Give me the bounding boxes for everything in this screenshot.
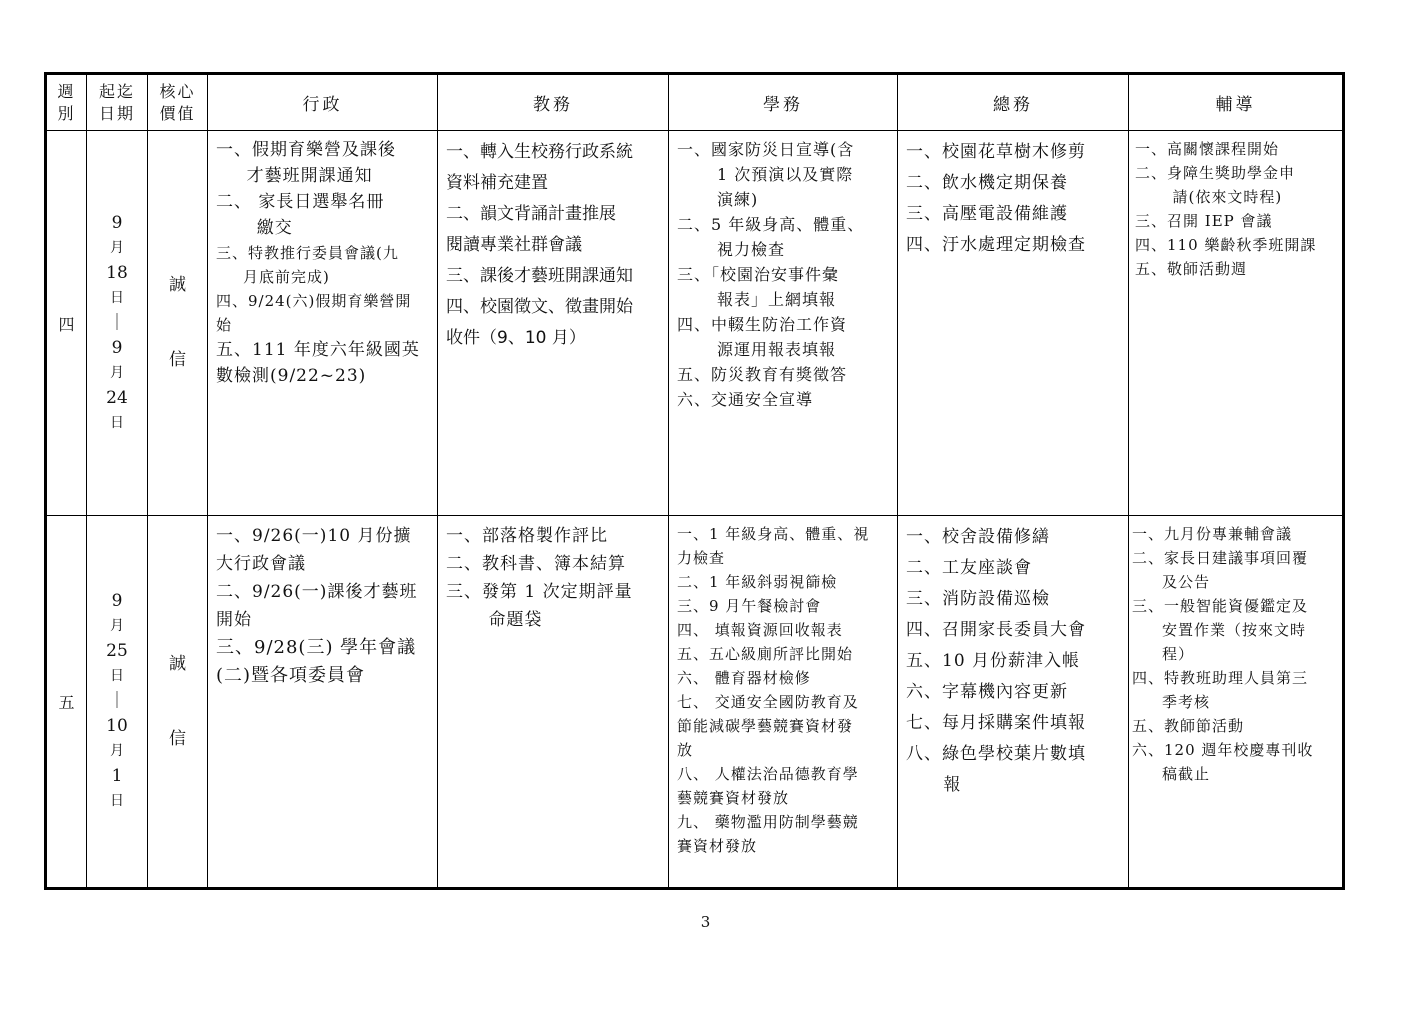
header-core-line1: 核心 — [159, 81, 196, 101]
core-value-char: 誠 — [169, 275, 186, 295]
student-item: 源運用報表填報 — [717, 340, 837, 359]
general-item: 一、校舍設備修繕 — [906, 527, 1050, 547]
date-part: 日 — [110, 668, 124, 684]
general-item: 二、工友座談會 — [906, 558, 1032, 578]
core-value-char: 信 — [169, 350, 186, 370]
header-week-line1: 週 — [57, 81, 76, 101]
general-item: 三、高壓電設備維護 — [906, 204, 1068, 224]
guidance-item: 安置作業（按來文時 — [1162, 621, 1307, 639]
guidance-item: 五、教師節活動 — [1132, 717, 1245, 735]
guidance-item: 四、特教班助理人員第三 — [1132, 669, 1309, 687]
student-item: 力檢查 — [677, 549, 726, 567]
student-item: 一、1 年級身高、體重、視 — [677, 525, 870, 543]
student-item: 視力檢查 — [717, 240, 786, 259]
academic-item: 一、轉入生校務行政系統 — [446, 142, 633, 162]
admin-item: (二)暨各項委員會 — [216, 665, 366, 686]
header-core-line2: 價值 — [159, 103, 196, 123]
core-value-cell — [148, 131, 207, 515]
admin-cell — [208, 131, 437, 515]
student-item: 四、中輟生防治工作資 — [677, 315, 848, 334]
guidance-item: 程） — [1162, 645, 1195, 663]
date-part: 24 — [106, 387, 128, 408]
admin-item: 三、特教推行委員會議(九 — [216, 244, 399, 262]
student-item: 四、 填報資源回收報表 — [677, 621, 843, 639]
guidance-cell — [1129, 131, 1342, 515]
general-item: 一、校園花草樹木修剪 — [906, 142, 1086, 162]
date-part: ｜ — [108, 691, 126, 711]
general-item: 四、汙水處理定期檢查 — [906, 235, 1086, 255]
academic-item: 收件（9、10 月） — [446, 328, 586, 348]
general-item: 三、消防設備巡檢 — [906, 589, 1050, 609]
academic-item: 三、課後才藝班開課通知 — [446, 266, 633, 286]
general-item: 五、10 月份薪津入帳 — [906, 651, 1081, 671]
general-affairs-cell — [898, 131, 1128, 515]
admin-cell — [208, 516, 437, 887]
student-item: 二、5 年級身高、體重、 — [677, 215, 865, 234]
guidance-item: 四、110 樂齡秋季班開課 — [1135, 236, 1317, 254]
student-item: 三、9 月午餐檢討會 — [677, 597, 822, 615]
student-affairs-cell — [669, 131, 897, 515]
week-cell: 四 — [58, 314, 75, 334]
admin-item: 二、 家長日選舉名冊 — [216, 192, 385, 212]
admin-item: 一、假期育樂營及課後 — [216, 140, 396, 160]
header-admin: 行政 — [302, 95, 343, 115]
date-range-cell — [87, 131, 147, 515]
academic-item: 命題袋 — [488, 610, 543, 630]
admin-item: 數檢測(9/22~23) — [216, 366, 367, 386]
header-core — [148, 75, 207, 130]
date-part: 25 — [106, 641, 128, 661]
header-student: 學務 — [763, 95, 803, 115]
admin-item: 二、9/26(一)課後才藝班 — [216, 582, 418, 602]
guidance-item: 五、敬師活動週 — [1135, 260, 1248, 278]
guidance-item: 季考核 — [1162, 693, 1211, 711]
student-item: 1 次預演以及實際 — [717, 165, 854, 184]
core-value-char: 信 — [169, 728, 186, 749]
student-item: 節能減碳學藝競賽資材發 — [677, 717, 854, 735]
student-item: 藝競賽資材發放 — [677, 789, 790, 807]
guidance-item: 請(依來文時程) — [1172, 188, 1283, 206]
admin-item: 始 — [216, 316, 233, 334]
general-item: 八、綠色學校葉片數填 — [906, 744, 1086, 764]
date-part: 9 — [111, 337, 123, 358]
student-item: 六、交通安全宣導 — [677, 390, 814, 409]
student-item: 演練) — [717, 190, 759, 209]
general-item: 四、召開家長委員大會 — [906, 620, 1086, 640]
guidance-item: 及公告 — [1162, 573, 1211, 591]
date-part: 日 — [110, 289, 124, 306]
academic-cell — [438, 516, 668, 887]
schedule-table — [44, 72, 1345, 890]
student-item: 一、國家防災日宣導(含 — [677, 140, 855, 159]
header-dates-line2: 日期 — [98, 103, 135, 123]
guidance-item: 一、高關懷課程開始 — [1135, 140, 1280, 158]
guidance-item: 二、身障生獎助學金申 — [1135, 164, 1296, 182]
admin-item: 三、9/28(三) 學年會議 — [216, 637, 417, 658]
header-week — [47, 75, 86, 130]
guidance-item: 稿截止 — [1162, 765, 1211, 783]
academic-item: 資料補充建置 — [446, 173, 548, 193]
date-part: 月 — [110, 364, 124, 381]
student-item: 賽資材發放 — [677, 837, 758, 855]
admin-item: 四、9/24(六)假期育樂營開 — [216, 292, 412, 310]
student-item: 三、「校園治安事件彙 — [677, 265, 840, 284]
guidance-item: 三、召開 IEP 會議 — [1135, 212, 1273, 230]
general-item: 六、字幕機內容更新 — [906, 682, 1068, 702]
guidance-cell — [1129, 516, 1342, 887]
header-general: 總務 — [993, 95, 1033, 115]
core-value-cell — [148, 516, 207, 887]
academic-cell — [438, 131, 668, 515]
general-affairs-cell — [898, 516, 1128, 887]
date-part: 10 — [106, 716, 128, 736]
date-part: ｜ — [108, 312, 126, 333]
header-dates-line1: 起迄 — [98, 81, 135, 101]
student-affairs-cell — [669, 516, 897, 887]
date-part: 1 — [111, 766, 123, 786]
academic-item: 四、校園徵文、徵畫開始 — [446, 297, 633, 317]
academic-item: 三、發第 1 次定期評量 — [446, 582, 633, 602]
student-item: 報表」上網填報 — [717, 290, 837, 309]
date-part: 9 — [111, 212, 123, 233]
admin-item: 大行政會議 — [216, 554, 306, 574]
student-item: 九、 藥物濫用防制學藝競 — [677, 813, 859, 831]
date-part: 18 — [106, 262, 128, 283]
general-item: 七、每月採購案件填報 — [906, 713, 1086, 733]
general-item: 報 — [943, 775, 962, 795]
student-item: 五、防災教育有獎徵答 — [677, 365, 848, 384]
admin-item: 開始 — [216, 610, 252, 630]
admin-item: 一、9/26(一)10 月份擴 — [216, 526, 412, 546]
date-part: 日 — [110, 414, 124, 431]
header-guidance: 輔導 — [1215, 95, 1256, 115]
student-item: 六、 體育器材檢修 — [677, 669, 811, 687]
admin-item: 月底前完成) — [243, 268, 330, 286]
guidance-item: 三、一般智能資優鑑定及 — [1132, 597, 1309, 615]
student-item: 五、五心級廁所評比開始 — [677, 645, 854, 663]
student-item: 七、 交通安全國防教育及 — [677, 693, 859, 711]
header-week-line2: 別 — [57, 103, 76, 123]
guidance-item: 二、家長日建議事項回覆 — [1132, 549, 1309, 567]
date-part: 月 — [110, 618, 124, 634]
academic-item: 一、部落格製作評比 — [446, 526, 608, 546]
guidance-item: 六、120 週年校慶專刊收 — [1132, 741, 1314, 759]
student-item: 放 — [677, 741, 694, 759]
admin-item: 繳交 — [256, 218, 293, 238]
date-part: 日 — [110, 793, 124, 809]
date-part: 月 — [110, 239, 124, 256]
page-number: 3 — [700, 913, 711, 931]
header-academic: 教務 — [533, 95, 573, 115]
student-item: 八、 人權法治品德教育學 — [677, 765, 859, 783]
date-range-cell — [87, 516, 147, 887]
student-item: 二、1 年級斜弱視篩檢 — [677, 573, 838, 591]
header-dates — [87, 75, 147, 130]
date-part: 月 — [110, 743, 124, 759]
admin-item: 才藝班開課通知 — [246, 166, 373, 186]
admin-item: 五、111 年度六年級國英 — [216, 340, 420, 360]
week-cell: 五 — [58, 693, 75, 712]
general-item: 二、飲水機定期保養 — [906, 173, 1068, 193]
academic-item: 二、教科書、簿本結算 — [446, 554, 626, 574]
academic-item: 二、韻文背誦計畫推展 — [446, 204, 616, 224]
guidance-item: 一、九月份專兼輔會議 — [1132, 525, 1293, 543]
academic-item: 閱讀專業社群會議 — [446, 235, 582, 255]
core-value-char: 誠 — [169, 653, 186, 674]
date-part: 9 — [111, 591, 123, 611]
